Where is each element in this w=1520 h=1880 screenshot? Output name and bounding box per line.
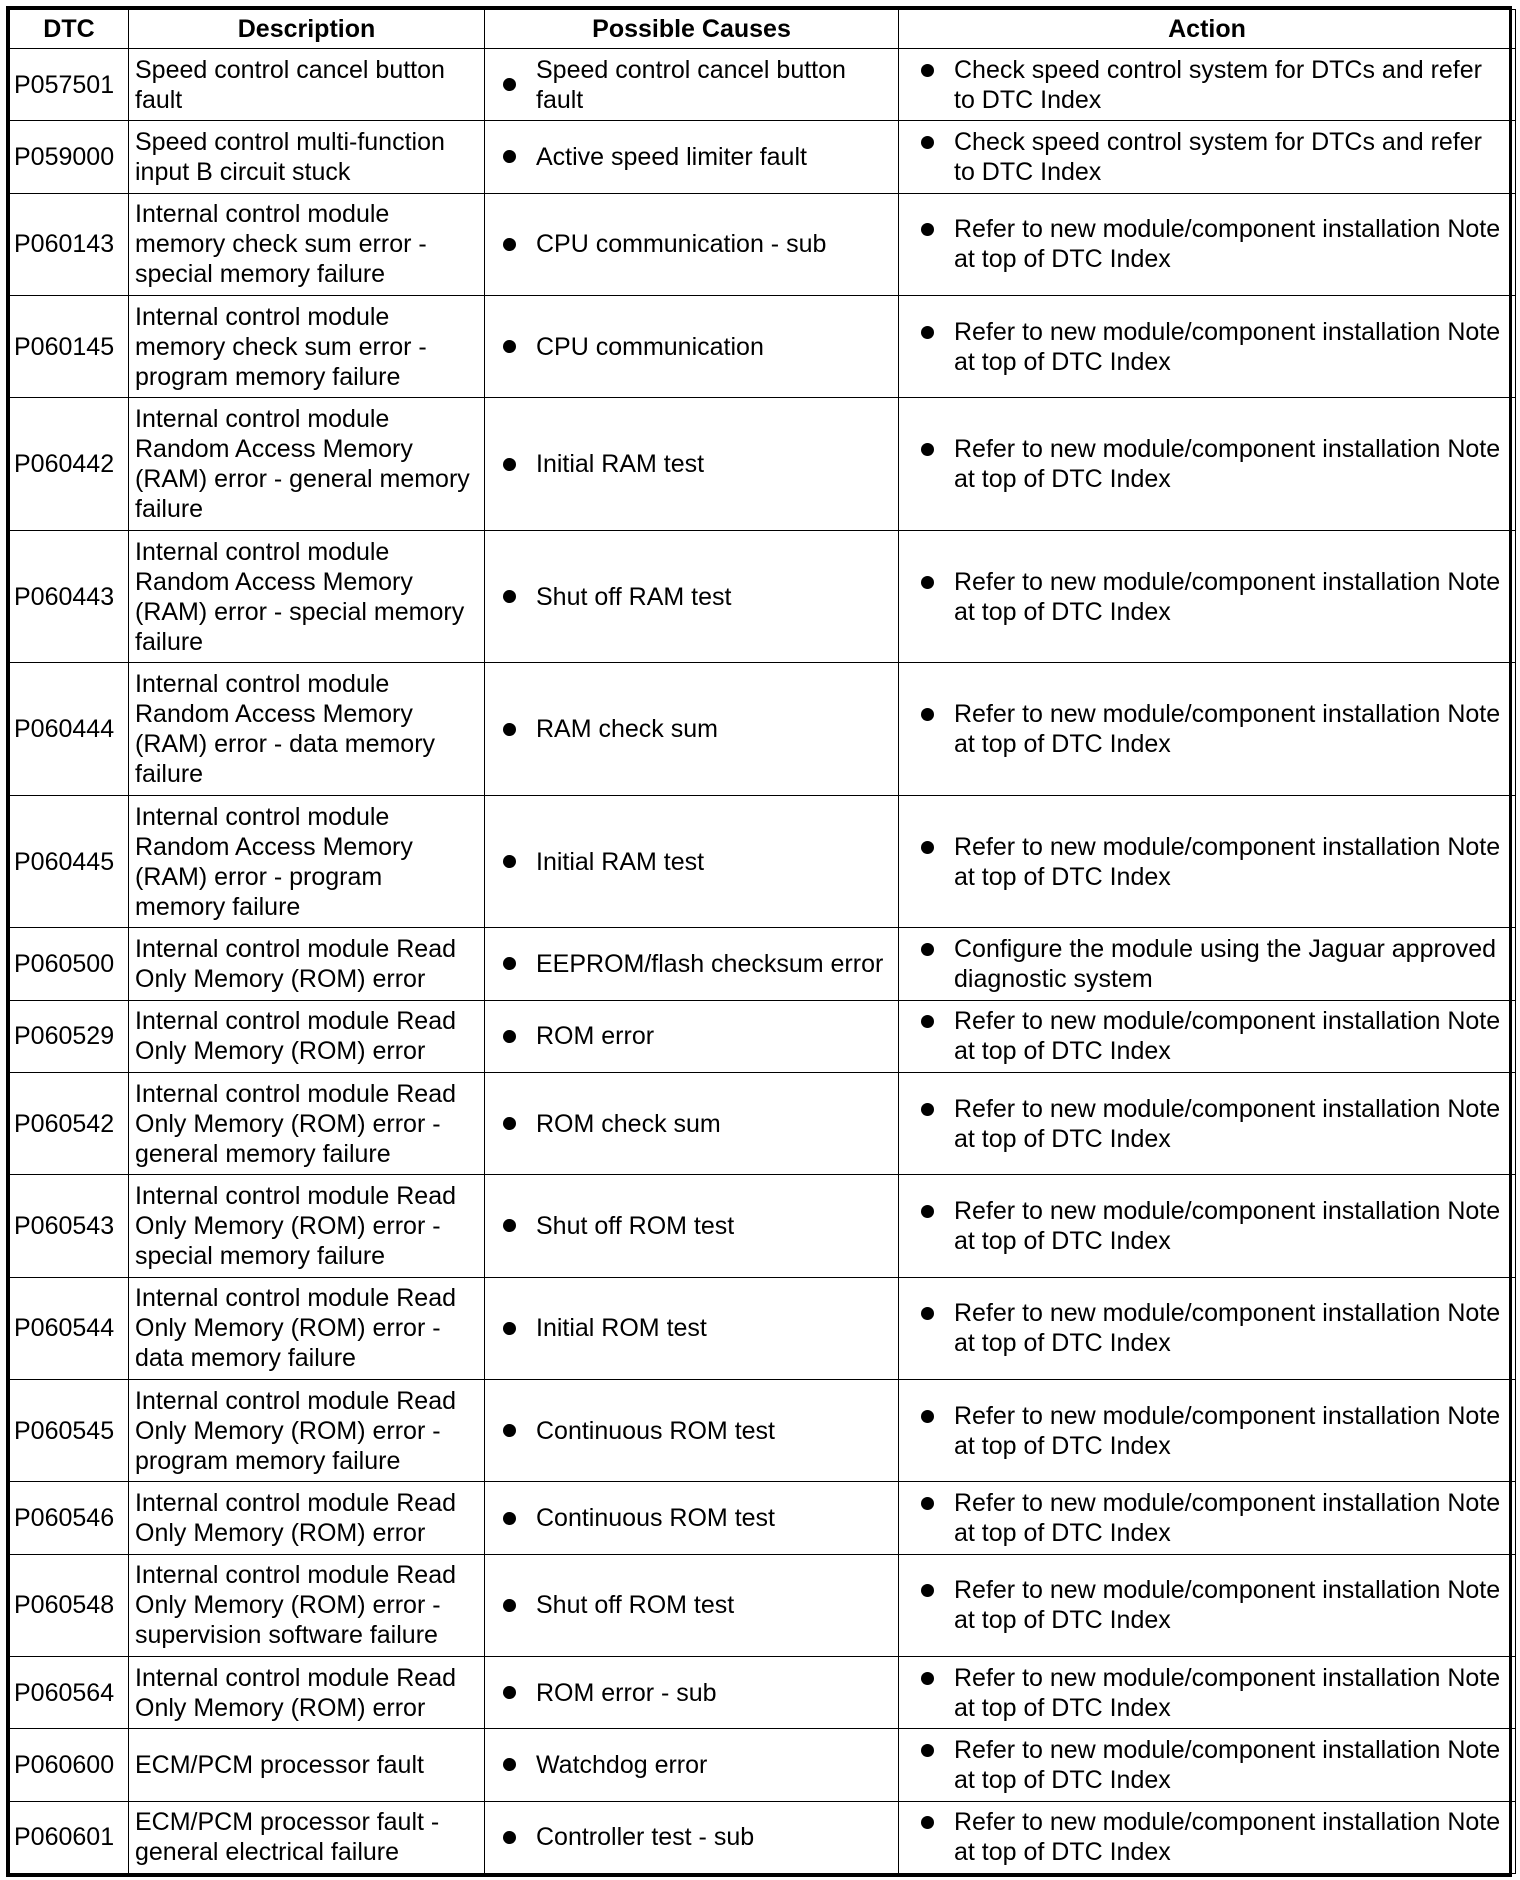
table-header-row: [10, 10, 1516, 49]
dtc-code: P060548: [10, 1554, 129, 1656]
bullet-icon: [503, 1030, 516, 1043]
possible-cause-text: CPU communication - sub: [536, 230, 827, 259]
possible-cause-text: Speed control cancel button fault: [536, 55, 846, 114]
action-text: Refer to new module/component installation Note at top of DTC Index: [954, 1094, 1501, 1153]
dtc-description: Internal control module Random Access Memory (RAM) error - general memory failure: [129, 398, 485, 531]
dtc-code: P057501: [10, 49, 129, 121]
bullet-icon: [921, 1744, 934, 1757]
dtc-description: ECM/PCM processor fault: [129, 1729, 485, 1801]
possible-cause-cell: [485, 49, 899, 121]
action-cell: [899, 121, 1516, 193]
action-text: Refer to new module/component installation Note at top of DTC Index: [954, 1735, 1501, 1794]
bullet-icon: [921, 1410, 934, 1423]
bullet-icon: [921, 1205, 934, 1218]
table-row: [10, 295, 1516, 397]
table-row: [10, 1380, 1516, 1482]
bullet-icon: [503, 78, 516, 91]
table-row: [10, 1482, 1516, 1554]
possible-cause-text: Controller test - sub: [536, 1823, 755, 1852]
dtc-description: Speed control cancel button fault: [129, 49, 485, 121]
bullet-icon: [921, 576, 934, 589]
possible-cause-text: Continuous ROM test: [536, 1416, 775, 1445]
possible-cause-text: RAM check sum: [536, 715, 718, 744]
dtc-code: P060545: [10, 1380, 129, 1482]
table-row: [10, 49, 1516, 121]
bullet-icon: [503, 150, 516, 163]
bullet-icon: [503, 1831, 516, 1844]
possible-cause-text: Continuous ROM test: [536, 1504, 775, 1533]
dtc-description: Internal control module Read Only Memory (ROM) error - data memory failure: [129, 1277, 485, 1379]
possible-cause-text: Initial ROM test: [536, 1314, 707, 1343]
action-text: Refer to new module/component installation Note at top of DTC Index: [954, 567, 1501, 626]
bullet-icon: [503, 340, 516, 353]
dtc-description: Internal control module Read Only Memory (ROM) error - general memory failure: [129, 1072, 485, 1174]
table-row: [10, 1175, 1516, 1277]
possible-cause-cell: [485, 1277, 899, 1379]
dtc-description: Internal control module Read Only Memory (ROM) error - special memory failure: [129, 1175, 485, 1277]
dtc-table-frame: [6, 6, 1512, 1877]
possible-cause-text: Shut off ROM test: [536, 1591, 735, 1620]
bullet-icon: [503, 590, 516, 603]
possible-cause-cell: [485, 928, 899, 1000]
table-row: [10, 1072, 1516, 1174]
action-cell: [899, 1380, 1516, 1482]
action-text: Refer to new module/component installation Note at top of DTC Index: [954, 1576, 1501, 1635]
action-cell: [899, 295, 1516, 397]
action-text: Refer to new module/component installation Note at top of DTC Index: [954, 1196, 1501, 1255]
action-cell: [899, 928, 1516, 1000]
possible-cause-cell: [485, 295, 899, 397]
bullet-icon: [503, 1512, 516, 1525]
bullet-icon: [921, 1015, 934, 1028]
dtc-description: Internal control module Read Only Memory (ROM) error - supervision software failure: [129, 1554, 485, 1656]
dtc-code: P060542: [10, 1072, 129, 1174]
table-row: [10, 795, 1516, 928]
possible-cause-cell: [485, 121, 899, 193]
table-row: [10, 1729, 1516, 1801]
possible-cause-cell: [485, 1000, 899, 1072]
dtc-code: P060564: [10, 1657, 129, 1729]
action-text: Refer to new module/component installation Note at top of DTC Index: [954, 1007, 1501, 1066]
bullet-icon: [921, 64, 934, 77]
action-text: Refer to new module/component installation Note at top of DTC Index: [954, 1663, 1501, 1722]
dtc-description: Internal control module Random Access Memory (RAM) error - special memory failure: [129, 530, 485, 663]
action-cell: [899, 1175, 1516, 1277]
dtc-code: P060546: [10, 1482, 129, 1554]
possible-cause-cell: [485, 1175, 899, 1277]
action-cell: [899, 1729, 1516, 1801]
dtc-code: P060442: [10, 398, 129, 531]
action-cell: [899, 795, 1516, 928]
bullet-icon: [921, 443, 934, 456]
action-text: Refer to new module/component installation Note at top of DTC Index: [954, 1489, 1501, 1548]
header-possible-causes: Possible Causes: [485, 10, 899, 49]
action-cell: [899, 1000, 1516, 1072]
dtc-description: Internal control module Random Access Memory (RAM) error - program memory failure: [129, 795, 485, 928]
action-text: Refer to new module/component installation Note at top of DTC Index: [954, 832, 1501, 891]
bullet-icon: [503, 1322, 516, 1335]
table-row: [10, 1000, 1516, 1072]
action-text: Configure the module using the Jaguar approved diagnostic system: [954, 934, 1497, 993]
header-description: Description: [129, 10, 485, 49]
possible-cause-cell: [485, 1072, 899, 1174]
table-row: [10, 928, 1516, 1000]
possible-cause-text: ROM check sum: [536, 1109, 721, 1138]
dtc-code: P060529: [10, 1000, 129, 1072]
action-cell: [899, 1657, 1516, 1729]
table-row: [10, 663, 1516, 796]
bullet-icon: [503, 1758, 516, 1771]
possible-cause-cell: [485, 795, 899, 928]
dtc-code: P060143: [10, 193, 129, 295]
header-action: Action: [899, 10, 1516, 49]
header-dtc: DTC: [10, 10, 129, 49]
possible-cause-cell: [485, 1729, 899, 1801]
dtc-table: [9, 9, 1516, 1874]
dtc-description: ECM/PCM processor fault - general electrical failure: [129, 1801, 485, 1873]
bullet-icon: [921, 1103, 934, 1116]
possible-cause-cell: [485, 398, 899, 531]
action-text: Refer to new module/component installation Note at top of DTC Index: [954, 1808, 1501, 1867]
table-row: [10, 398, 1516, 531]
possible-cause-text: ROM error: [536, 1022, 655, 1051]
bullet-icon: [503, 723, 516, 736]
dtc-description: Internal control module memory check sum error - program memory failure: [129, 295, 485, 397]
bullet-icon: [503, 1219, 516, 1232]
dtc-code: P059000: [10, 121, 129, 193]
possible-cause-text: Shut off RAM test: [536, 582, 732, 611]
bullet-icon: [503, 238, 516, 251]
dtc-description: Internal control module Random Access Memory (RAM) error - data memory failure: [129, 663, 485, 796]
action-cell: [899, 398, 1516, 531]
bullet-icon: [921, 136, 934, 149]
possible-cause-cell: [485, 1657, 899, 1729]
action-text: Refer to new module/component installation Note at top of DTC Index: [954, 215, 1501, 274]
bullet-icon: [921, 1584, 934, 1597]
action-cell: [899, 1072, 1516, 1174]
dtc-code: P060544: [10, 1277, 129, 1379]
table-row: [10, 1277, 1516, 1379]
bullet-icon: [921, 1307, 934, 1320]
dtc-description: Speed control multi-function input B circuit stuck: [129, 121, 485, 193]
possible-cause-text: Active speed limiter fault: [536, 142, 807, 171]
bullet-icon: [503, 458, 516, 471]
possible-cause-cell: [485, 193, 899, 295]
dtc-code: P060600: [10, 1729, 129, 1801]
bullet-icon: [921, 708, 934, 721]
bullet-icon: [503, 1686, 516, 1699]
dtc-description: Internal control module Read Only Memory (ROM) error: [129, 1000, 485, 1072]
possible-cause-text: EEPROM/flash checksum error: [536, 949, 884, 978]
bullet-icon: [503, 1424, 516, 1437]
action-cell: [899, 49, 1516, 121]
action-cell: [899, 530, 1516, 663]
bullet-icon: [921, 1672, 934, 1685]
table-row: [10, 1801, 1516, 1873]
table-row: [10, 121, 1516, 193]
possible-cause-cell: [485, 1482, 899, 1554]
table-row: [10, 193, 1516, 295]
dtc-description: Internal control module Read Only Memory (ROM) error: [129, 1482, 485, 1554]
possible-cause-cell: [485, 663, 899, 796]
dtc-description: Internal control module Read Only Memory (ROM) error: [129, 928, 485, 1000]
possible-cause-text: Initial RAM test: [536, 450, 705, 479]
bullet-icon: [921, 223, 934, 236]
possible-cause-cell: [485, 1801, 899, 1873]
bullet-icon: [503, 1599, 516, 1612]
possible-cause-text: Initial RAM test: [536, 847, 705, 876]
dtc-description: Internal control module Read Only Memory (ROM) error - program memory failure: [129, 1380, 485, 1482]
possible-cause-cell: [485, 530, 899, 663]
possible-cause-text: CPU communication: [536, 332, 764, 361]
action-text: Check speed control system for DTCs and refer to DTC Index: [954, 55, 1482, 114]
dtc-description: Internal control module memory check sum error - special memory failure: [129, 193, 485, 295]
dtc-description: Internal control module Read Only Memory (ROM) error: [129, 1657, 485, 1729]
action-cell: [899, 1801, 1516, 1873]
bullet-icon: [921, 1497, 934, 1510]
table-row: [10, 530, 1516, 663]
action-cell: [899, 1277, 1516, 1379]
action-cell: [899, 1482, 1516, 1554]
action-text: Refer to new module/component installation Note at top of DTC Index: [954, 1299, 1501, 1358]
action-text: Refer to new module/component installation Note at top of DTC Index: [954, 1401, 1501, 1460]
action-text: Refer to new module/component installation Note at top of DTC Index: [954, 435, 1501, 494]
possible-cause-cell: [485, 1380, 899, 1482]
action-cell: [899, 663, 1516, 796]
possible-cause-cell: [485, 1554, 899, 1656]
possible-cause-text: Shut off ROM test: [536, 1211, 735, 1240]
dtc-code: P060500: [10, 928, 129, 1000]
possible-cause-text: Watchdog error: [536, 1750, 708, 1779]
action-cell: [899, 193, 1516, 295]
table-row: [10, 1657, 1516, 1729]
bullet-icon: [921, 1816, 934, 1829]
bullet-icon: [921, 943, 934, 956]
dtc-code: P060543: [10, 1175, 129, 1277]
bullet-icon: [921, 326, 934, 339]
dtc-code: P060601: [10, 1801, 129, 1873]
bullet-icon: [503, 957, 516, 970]
action-cell: [899, 1554, 1516, 1656]
dtc-code: P060145: [10, 295, 129, 397]
table-row: [10, 1554, 1516, 1656]
action-text: Refer to new module/component installation Note at top of DTC Index: [954, 700, 1501, 759]
possible-cause-text: ROM error - sub: [536, 1678, 717, 1707]
dtc-code: P060443: [10, 530, 129, 663]
bullet-icon: [503, 1117, 516, 1130]
dtc-code: P060444: [10, 663, 129, 796]
bullet-icon: [503, 855, 516, 868]
table-body: [10, 49, 1516, 1874]
action-text: Check speed control system for DTCs and refer to DTC Index: [954, 127, 1482, 186]
action-text: Refer to new module/component installation Note at top of DTC Index: [954, 317, 1501, 376]
dtc-code: P060445: [10, 795, 129, 928]
bullet-icon: [921, 841, 934, 854]
